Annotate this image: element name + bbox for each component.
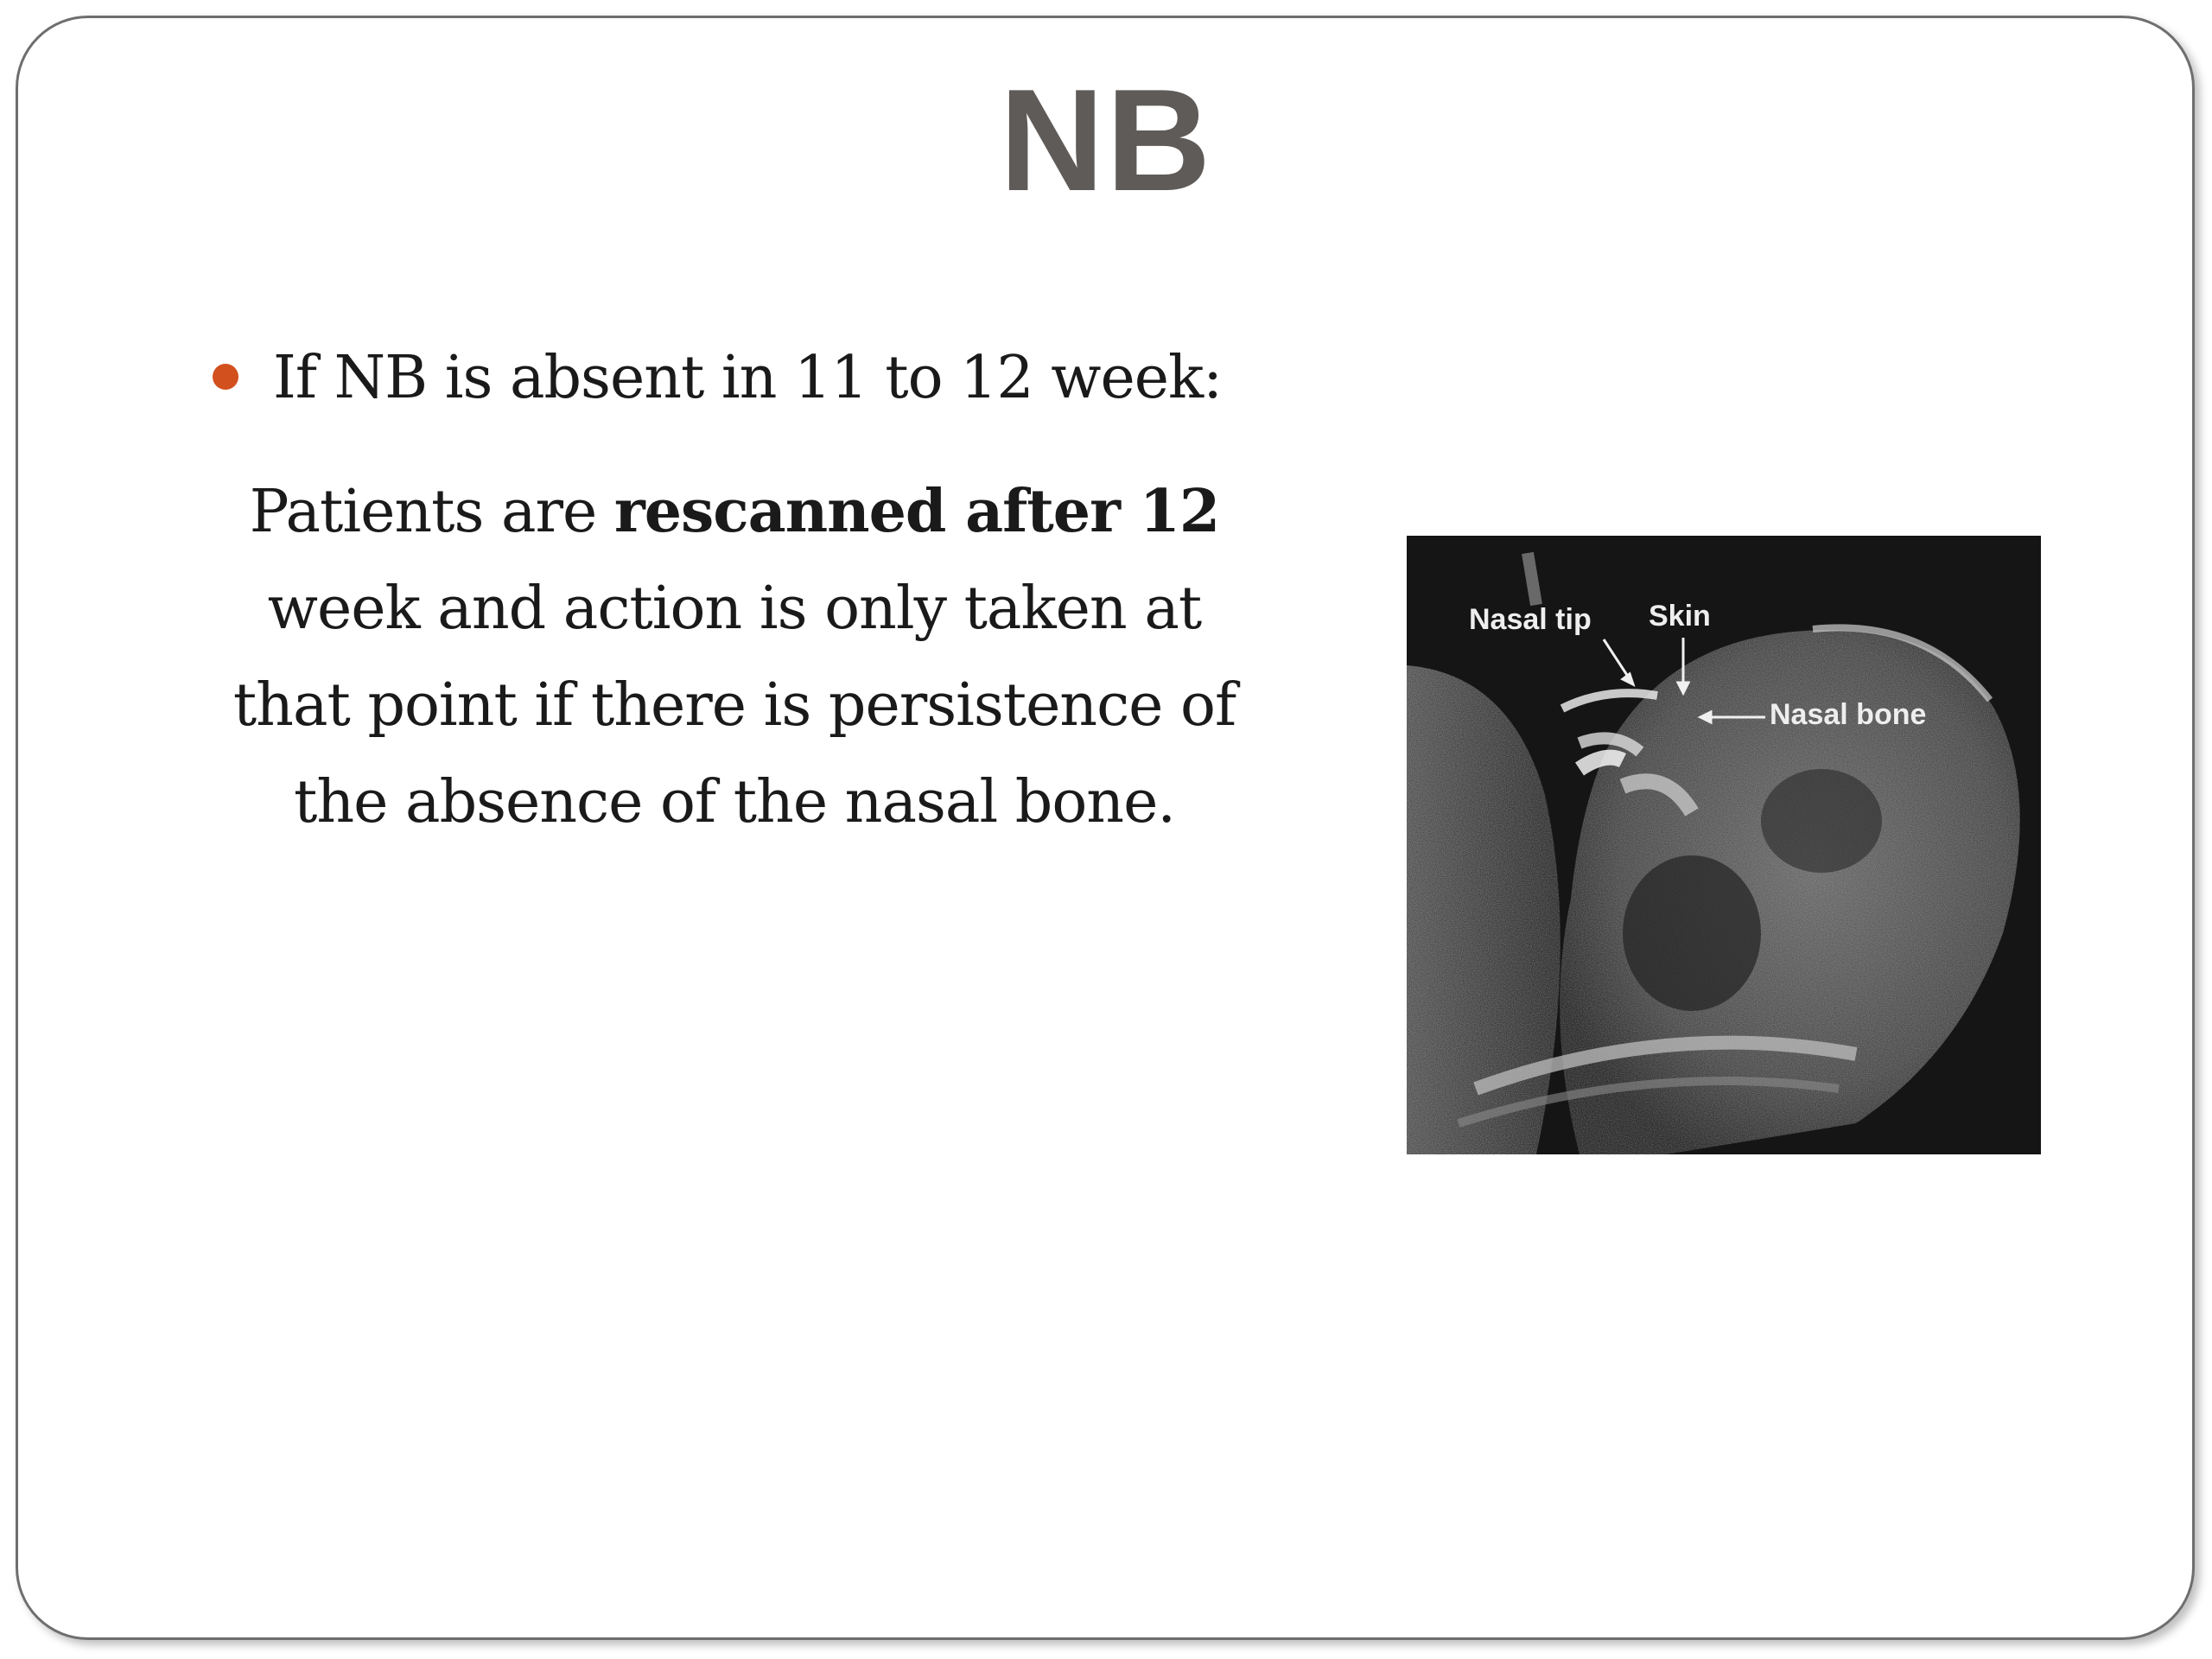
para-line-1: [207, 463, 1262, 561]
ultrasound-image: [1407, 536, 2041, 1154]
bullet-text: If NB is absent in 11 to 12 week:: [273, 344, 1223, 412]
label-nasal-tip: Nasal tip: [1469, 603, 1592, 636]
slide-title: NB: [999, 59, 1213, 221]
para-line-3: that point if there is persistence of: [232, 671, 1236, 740]
ultrasound-figure: [1407, 536, 2041, 1154]
para-line-1-text: Patients are: [249, 478, 614, 546]
para-emphasis: rescanned after 12: [613, 477, 1220, 546]
para-line-2: week and action is only taken at: [267, 575, 1202, 643]
para-line-4: the absence of the nasal bone.: [294, 768, 1175, 836]
body-paragraph: [207, 463, 1262, 851]
label-skin: Skin: [1649, 600, 1711, 632]
bullet-item: [213, 344, 1223, 412]
label-nasal-bone: Nasal bone: [1770, 698, 1927, 731]
bullet-dot-icon: [213, 364, 238, 390]
